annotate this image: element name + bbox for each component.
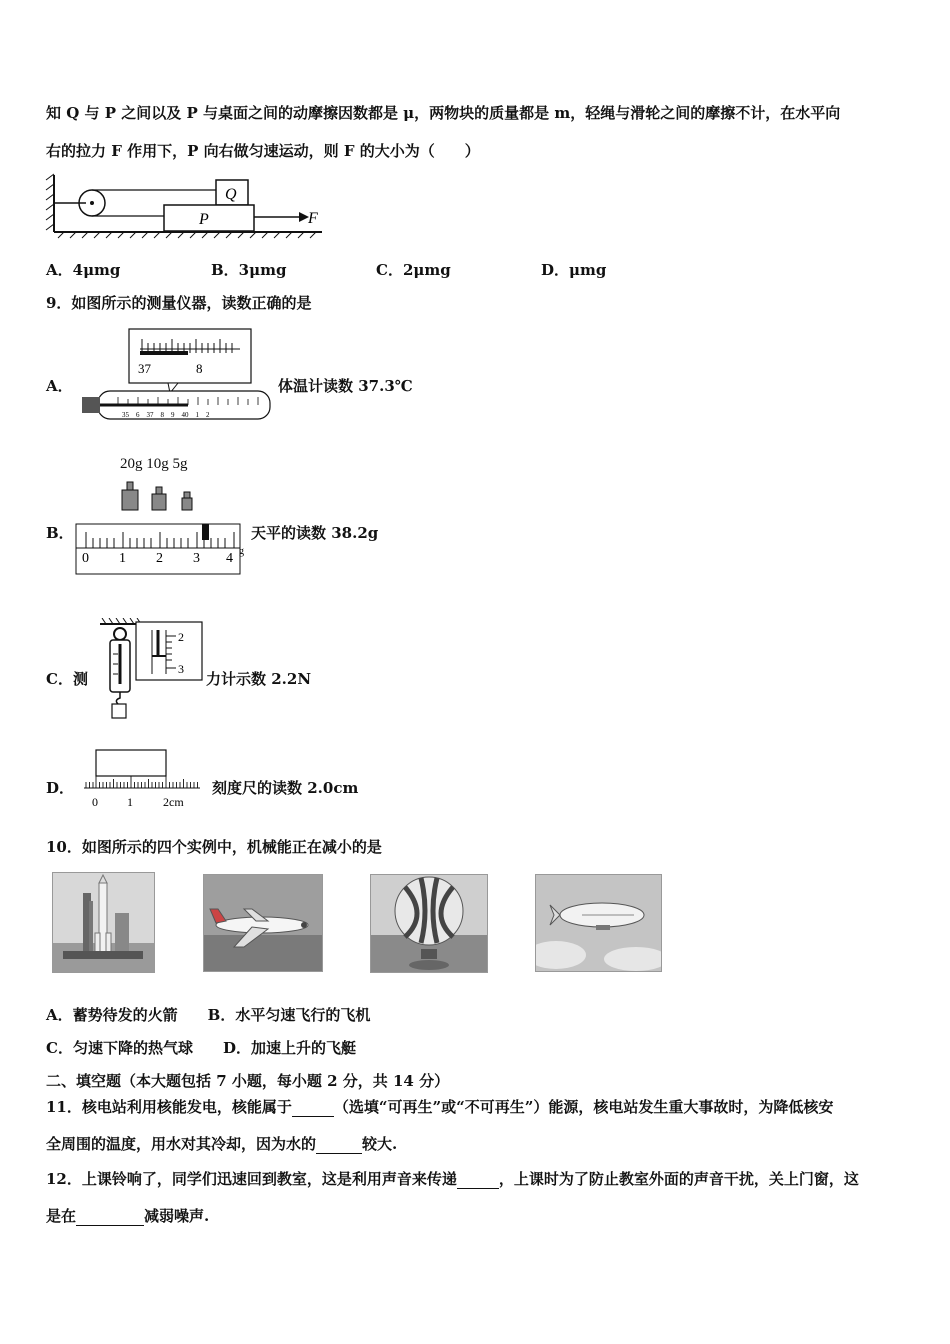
q8-option-c[interactable]: C．2μmg [376,261,451,279]
rocket-photo [52,872,155,973]
q10-options-cd[interactable]: C．匀速下降的热气球 D．加速上升的飞艇 [46,1039,356,1057]
scale-mark-2: 2 [178,630,184,644]
q8-option-d[interactable]: D．μmg [541,261,607,279]
q9-a-text: 体温计读数 37.3℃ [278,377,413,395]
beam-tick-4: 4 [226,551,233,566]
pulley-diagram [44,170,334,240]
q9-b-label[interactable]: B． [46,524,74,542]
beam-unit: g [239,546,244,557]
scale-zoom-box [136,622,202,680]
thermometer-bulb-icon [82,397,100,413]
balance-figure [74,476,254,578]
ruler-tick-2cm: 2cm [163,795,184,809]
q9-d-text: 刻度尺的读数 2.0cm [212,779,359,797]
q11-blank-1[interactable] [292,1098,334,1117]
q12-text-1: 12．上课铃响了，同学们迅速回到教室，这是利用声音来传递 [46,1170,457,1188]
q12-blank-2[interactable] [76,1207,144,1226]
q11-text-1: 11．核电站利用核能发电，核能属于 [46,1098,292,1116]
weight-5g-icon [182,498,192,510]
block-q-label: Q [225,186,237,203]
force-label: F [308,210,318,227]
airplane-photo [203,874,323,972]
q8-option-b[interactable]: B．3μmg [211,261,287,279]
scale-mark-3: 3 [178,662,184,676]
q12-line2 [46,1205,209,1226]
rider-icon [202,524,209,540]
ruler-tick-0: 0 [92,795,98,809]
airship-photo [535,874,662,972]
balance-beam [76,524,240,574]
q11-blank-2[interactable] [316,1135,362,1154]
beam-tick-2: 2 [156,551,163,566]
q12-blank-1[interactable] [457,1170,499,1189]
beam-tick-3: 3 [193,551,200,566]
ruler-figure [80,748,205,816]
q9-c-text: 力计示数 2.2N [206,670,312,688]
block-p [164,205,254,231]
q8-option-a[interactable]: A．4μmg [46,261,121,279]
q11-line1 [46,1096,833,1117]
measured-block [96,750,166,776]
q12-text-2: ，上课时为了防止教室外面的声音干扰，关上门窗，这 [498,1170,859,1188]
q12-line1 [46,1168,859,1189]
q12-text-4: 减弱噪声. [144,1207,210,1225]
zoom-8-label: 8 [196,361,203,376]
q8-line2: 右的拉力 F 作用下，P 向右做匀速运动，则 F 的大小为（ ） [46,142,480,160]
thermometer-scale: 35 6 37 8 9 40 1 2 [122,411,210,419]
q11-text-2: （选填“可再生”或“不可再生”）能源，核电站发生重大事故时，为降低核安 [333,1098,834,1116]
q9-a-label[interactable]: A． [46,377,73,395]
q8-line1: 知 Q 与 P 之间以及 P 与桌面之间的动摩擦因数都是 μ，两物块的质量都是 m，轻绳与滑轮之间的摩擦不计，在水平向 [46,104,841,122]
block-p-label: P [199,211,209,228]
hanging-weight [112,704,126,718]
q10-stem: 10．如图所示的四个实例中，机械能正在减小的是 [46,838,382,856]
q9-stem: 9．如图所示的测量仪器，读数正确的是 [46,294,312,312]
zoom-37-label: 37 [138,361,151,376]
q11-text-3: 全周围的温度，用水对其冷却，因为水的 [46,1135,317,1153]
weight-20g-icon [122,490,138,510]
ruler-tick-1: 1 [127,795,133,809]
q9-b-text: 天平的读数 38.2g [251,524,379,542]
section2-title: 二、填空题（本大题包括 7 小题，每小题 2 分，共 14 分） [46,1072,450,1090]
hook-icon [116,692,120,704]
q9-c-label[interactable]: C．测 [46,670,88,688]
beam-tick-0: 0 [82,551,89,566]
thermometer-figure [78,325,278,425]
q12-text-3: 是在 [46,1207,77,1225]
q11-text-4: 较大. [362,1135,398,1153]
q11-line2 [46,1133,397,1154]
q10-options-ab[interactable]: A．蓄势待发的火箭 B．水平匀速飞行的飞机 [46,1006,371,1024]
weight-10g-icon [152,494,166,510]
q9-d-label[interactable]: D． [46,779,75,797]
beam-tick-1: 1 [119,551,126,566]
weights-label: 20g 10g 5g [120,456,188,472]
balloon-photo [370,874,488,973]
spring-scale-figure [96,618,208,720]
